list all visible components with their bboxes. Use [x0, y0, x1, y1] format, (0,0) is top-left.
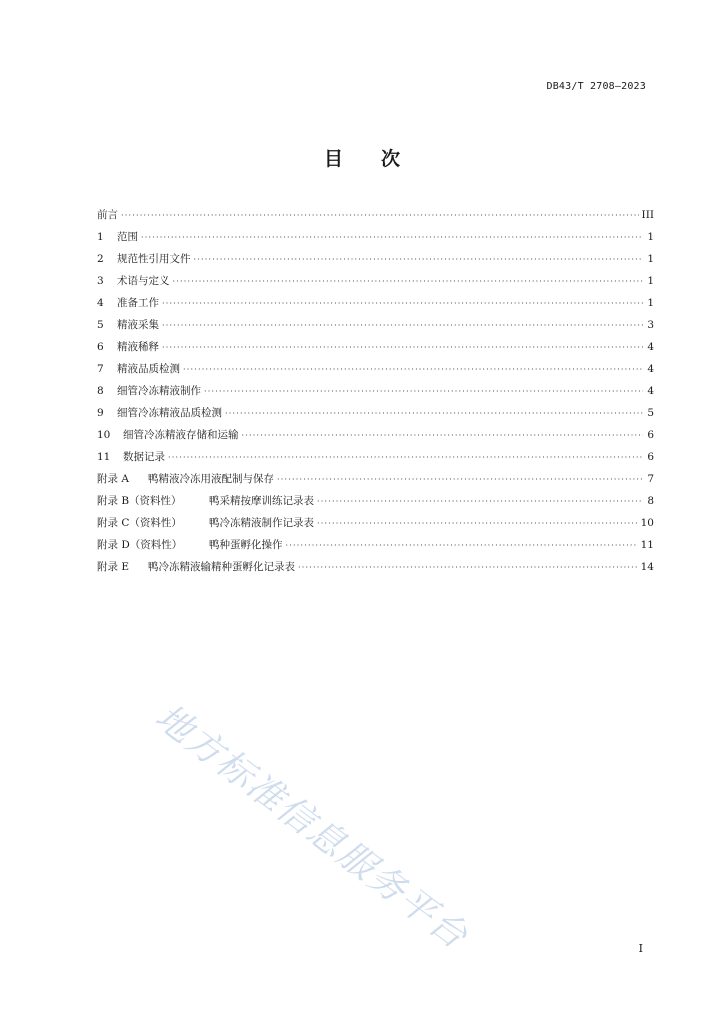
toc-entry[interactable]: [97, 358, 654, 380]
toc-entry-label: 细管冷冻精液存储和运输: [123, 429, 239, 441]
toc-entry-number: 附录 A: [97, 473, 129, 485]
toc-entry-page: 10: [640, 517, 654, 529]
toc-entry-number: 1: [97, 231, 104, 243]
toc-entry[interactable]: [97, 424, 654, 446]
watermark: 地方标准信息服务平台: [147, 696, 476, 958]
toc-entry-number: 11: [97, 451, 111, 463]
toc-entry[interactable]: [97, 336, 654, 358]
toc-leader-dots: [162, 293, 643, 315]
toc-entry-label: 数据记录: [123, 451, 165, 463]
toc-entry[interactable]: [97, 226, 654, 248]
toc-entry[interactable]: [97, 402, 654, 424]
toc-leader-dots: [286, 535, 638, 557]
document-code: DB43/T 2708—2023: [546, 81, 646, 92]
toc-entry[interactable]: [97, 270, 654, 292]
toc-leader-dots: [298, 557, 638, 579]
title-char-1: 目: [323, 148, 343, 170]
toc-entry-number: 5: [97, 319, 104, 331]
toc-entry-page: 1: [647, 253, 654, 265]
toc-entry-label: 鸭采精按摩训练记录表: [209, 495, 314, 507]
toc-entry-number: 2: [97, 253, 104, 265]
toc-entry-label: 准备工作: [117, 297, 159, 309]
toc-entry-number: 7: [97, 363, 104, 375]
toc-entry-page: 6: [647, 429, 654, 441]
toc-leader-dots: [225, 403, 643, 425]
toc-entry-number: 10: [97, 429, 111, 441]
toc-entry[interactable]: [97, 292, 654, 314]
toc-entry-label: 前言: [97, 209, 118, 221]
toc-entry-label: 精液稀释: [117, 341, 159, 353]
toc-entry-page: 4: [647, 385, 654, 397]
toc-entry-label: 鸭冷冻精液输精种蛋孵化记录表: [148, 561, 295, 573]
toc-entry-number: 附录 B（资料性）: [97, 495, 182, 507]
toc-entry-label: 鸭冷冻精液制作记录表: [209, 517, 314, 529]
toc-leader-dots: [204, 381, 643, 403]
toc-entry-number: 6: [97, 341, 104, 353]
toc-leader-dots: [162, 315, 643, 337]
toc-leader-dots: [183, 359, 643, 381]
toc-entry-page: 1: [647, 231, 654, 243]
toc-leader-dots: [168, 447, 643, 469]
page-number: I: [638, 942, 643, 955]
toc-entry-label: 细管冷冻精液制作: [117, 385, 201, 397]
toc-entry-page: 7: [647, 473, 654, 485]
toc-leader-dots: [317, 513, 638, 535]
toc-entry-number: 3: [97, 275, 104, 287]
toc-entry-number: 9: [97, 407, 104, 419]
toc-entry-label: 精液采集: [117, 319, 159, 331]
table-of-contents: [97, 204, 654, 578]
toc-entry-label: 范围: [117, 231, 138, 243]
toc-leader-dots: [173, 271, 644, 293]
toc-entry[interactable]: [97, 534, 654, 556]
toc-entry-page: 1: [647, 275, 654, 287]
toc-entry-number: 4: [97, 297, 104, 309]
toc-entry-label: 鸭精液冷冻用液配制与保存: [148, 473, 274, 485]
toc-entry-label: 规范性引用文件: [117, 253, 191, 265]
toc-entry-page: 4: [647, 363, 654, 375]
toc-entry[interactable]: [97, 204, 654, 226]
toc-entry-label: 精液品质检测: [117, 363, 180, 375]
toc-leader-dots: [194, 249, 644, 271]
toc-entry[interactable]: [97, 446, 654, 468]
toc-leader-dots: [162, 337, 643, 359]
toc-entry[interactable]: [97, 248, 654, 270]
toc-entry[interactable]: [97, 490, 654, 512]
toc-entry-page: III: [641, 209, 654, 221]
title-char-2: 次: [381, 148, 401, 170]
toc-entry-number: 8: [97, 385, 104, 397]
toc-entry-page: 4: [647, 341, 654, 353]
toc-entry-page: 11: [640, 539, 654, 551]
toc-leader-dots: [242, 425, 644, 447]
toc-entry-page: 8: [647, 495, 654, 507]
toc-entry[interactable]: [97, 380, 654, 402]
toc-entry-number: 附录 E: [97, 561, 130, 573]
page-title: [0, 144, 724, 171]
toc-leader-dots: [277, 469, 643, 491]
toc-entry-number: 附录 D（资料性）: [97, 539, 183, 551]
toc-entry-page: 3: [647, 319, 654, 331]
toc-entry-page: 5: [647, 407, 654, 419]
toc-entry-label: 细管冷冻精液品质检测: [117, 407, 222, 419]
toc-entry-page: 14: [640, 561, 654, 573]
toc-entry[interactable]: [97, 314, 654, 336]
toc-entry-number: 附录 C（资料性）: [97, 517, 182, 529]
toc-entry[interactable]: [97, 512, 654, 534]
toc-entry-page: 6: [647, 451, 654, 463]
toc-leader-dots: [121, 205, 639, 227]
toc-leader-dots: [317, 491, 643, 513]
toc-entry-page: 1: [647, 297, 654, 309]
toc-leader-dots: [141, 227, 643, 249]
toc-entry-label: 鸭种蛋孵化操作: [209, 539, 283, 551]
toc-entry[interactable]: [97, 556, 654, 578]
toc-entry[interactable]: [97, 468, 654, 490]
toc-entry-label: 术语与定义: [117, 275, 170, 287]
